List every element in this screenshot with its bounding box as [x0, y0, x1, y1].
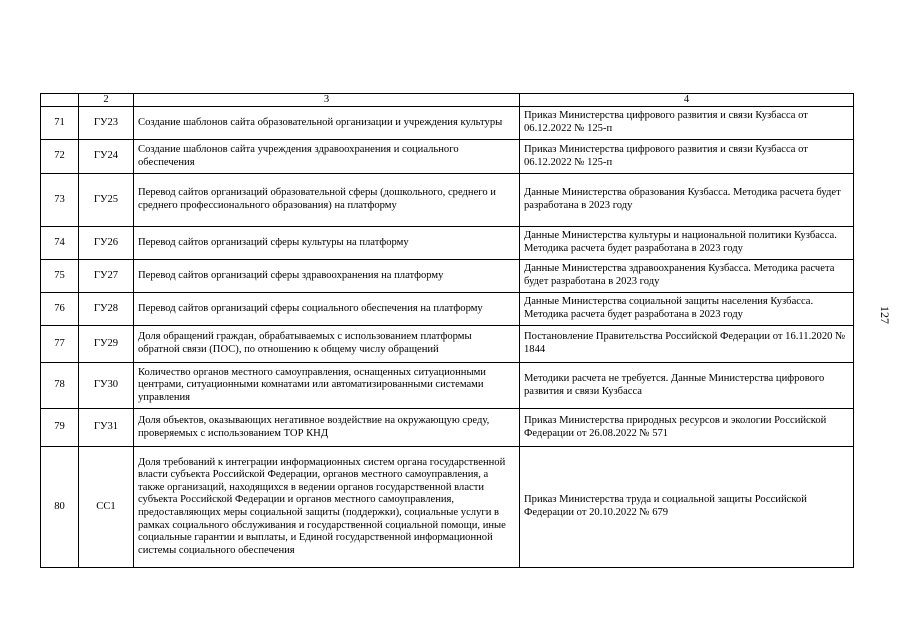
indicator-name: Создание шаблонов сайта образовательной организации и учреждения культуры — [134, 107, 520, 140]
indicator-name: Создание шаблонов сайта учреждения здравоохранения и социального обеспечения — [134, 140, 520, 174]
indicator-name: Перевод сайтов организаций сферы культуры на платформу — [134, 227, 520, 260]
row-number: 71 — [41, 107, 79, 140]
table-row — [41, 174, 854, 227]
table-row — [41, 326, 854, 363]
indicator-name: Доля обращений граждан, обрабатываемых с использованием платформы обратной связи (ПОС), по отношению к общему числу обращений — [134, 326, 520, 363]
header-cell-1 — [41, 94, 79, 107]
indicator-source: Приказ Министерства цифрового развития и связи Кузбасса от 06.12.2022 № 125-п — [520, 140, 854, 174]
row-number: 80 — [41, 447, 79, 568]
indicators-table — [40, 93, 854, 568]
table-row — [41, 293, 854, 326]
table-row — [41, 227, 854, 260]
indicator-source: Данные Министерства здравоохранения Кузбасса. Методика расчета будет разработана в 2023 году — [520, 260, 854, 293]
table-row — [41, 107, 854, 140]
row-number: 78 — [41, 363, 79, 409]
page-number: 127 — [878, 306, 892, 324]
row-number: 77 — [41, 326, 79, 363]
indicator-code: ГУ30 — [79, 363, 134, 409]
indicator-source: Методики расчета не требуется. Данные Министерства цифрового развития и связи Кузбасса — [520, 363, 854, 409]
indicator-source: Данные Министерства образования Кузбасса. Методика расчета будет разработана в 2023 году — [520, 174, 854, 227]
indicator-name: Перевод сайтов организаций сферы здравоохранения на платформу — [134, 260, 520, 293]
indicator-name: Доля объектов, оказывающих негативное воздействие на окружающую среду, проверяемых с использованием ТОР КНД — [134, 409, 520, 447]
header-cell-4: 4 — [520, 94, 854, 107]
table-row — [41, 447, 854, 568]
table-header-row — [41, 94, 854, 107]
header-cell-2: 2 — [79, 94, 134, 107]
row-number: 75 — [41, 260, 79, 293]
indicator-name: Доля требований к интеграции информационных систем органа государственной власти субъекта Российской Федерации, органов местного самоуправления, а также организаций, находящихся в ведении органов государственной власти субъекта Российской Федерации и органов местного самоуправления, предоставляющих меры социальной защиты (поддержки), социальные услуги в рамках социального обслуживания и государственной социальной помощи, иные социальные гарантии и выплаты, и Единой государственной информационной системы социального обеспечения — [134, 447, 520, 568]
indicator-code: ГУ25 — [79, 174, 134, 227]
table-row — [41, 140, 854, 174]
indicator-source: Приказ Министерства труда и социальной защиты Российской Федерации от 20.10.2022 № 679 — [520, 447, 854, 568]
row-number: 73 — [41, 174, 79, 227]
indicator-code: ГУ27 — [79, 260, 134, 293]
indicator-name: Перевод сайтов организаций образовательной сферы (дошкольного, среднего и среднего профессионального образования) на платформу — [134, 174, 520, 227]
indicator-name: Перевод сайтов организаций сферы социального обеспечения на платформу — [134, 293, 520, 326]
indicator-name: Количество органов местного самоуправления, оснащенных ситуационными центрами, ситуационными комнатами или автоматизированными системами управления — [134, 363, 520, 409]
indicator-source: Данные Министерства социальной защиты населения Кузбасса. Методика расчета будет разработана в 2023 году — [520, 293, 854, 326]
row-number: 72 — [41, 140, 79, 174]
indicator-source: Данные Министерства культуры и национальной политики Кузбасса. Методика расчета будет разработана в 2023 году — [520, 227, 854, 260]
indicator-code: ГУ23 — [79, 107, 134, 140]
indicator-code: ГУ31 — [79, 409, 134, 447]
table-row — [41, 260, 854, 293]
header-cell-3: 3 — [134, 94, 520, 107]
row-number: 76 — [41, 293, 79, 326]
indicator-source: Постановление Правительства Российской Федерации от 16.11.2020 № 1844 — [520, 326, 854, 363]
table-row — [41, 409, 854, 447]
indicator-code: ГУ29 — [79, 326, 134, 363]
indicator-code: ГУ26 — [79, 227, 134, 260]
indicator-code: СС1 — [79, 447, 134, 568]
row-number: 79 — [41, 409, 79, 447]
row-number: 74 — [41, 227, 79, 260]
indicator-code: ГУ24 — [79, 140, 134, 174]
table-row — [41, 363, 854, 409]
indicator-code: ГУ28 — [79, 293, 134, 326]
indicator-source: Приказ Министерства природных ресурсов и экологии Российской Федерации от 26.08.2022 № 571 — [520, 409, 854, 447]
indicator-source: Приказ Министерства цифрового развития и связи Кузбасса от 06.12.2022 № 125-п — [520, 107, 854, 140]
